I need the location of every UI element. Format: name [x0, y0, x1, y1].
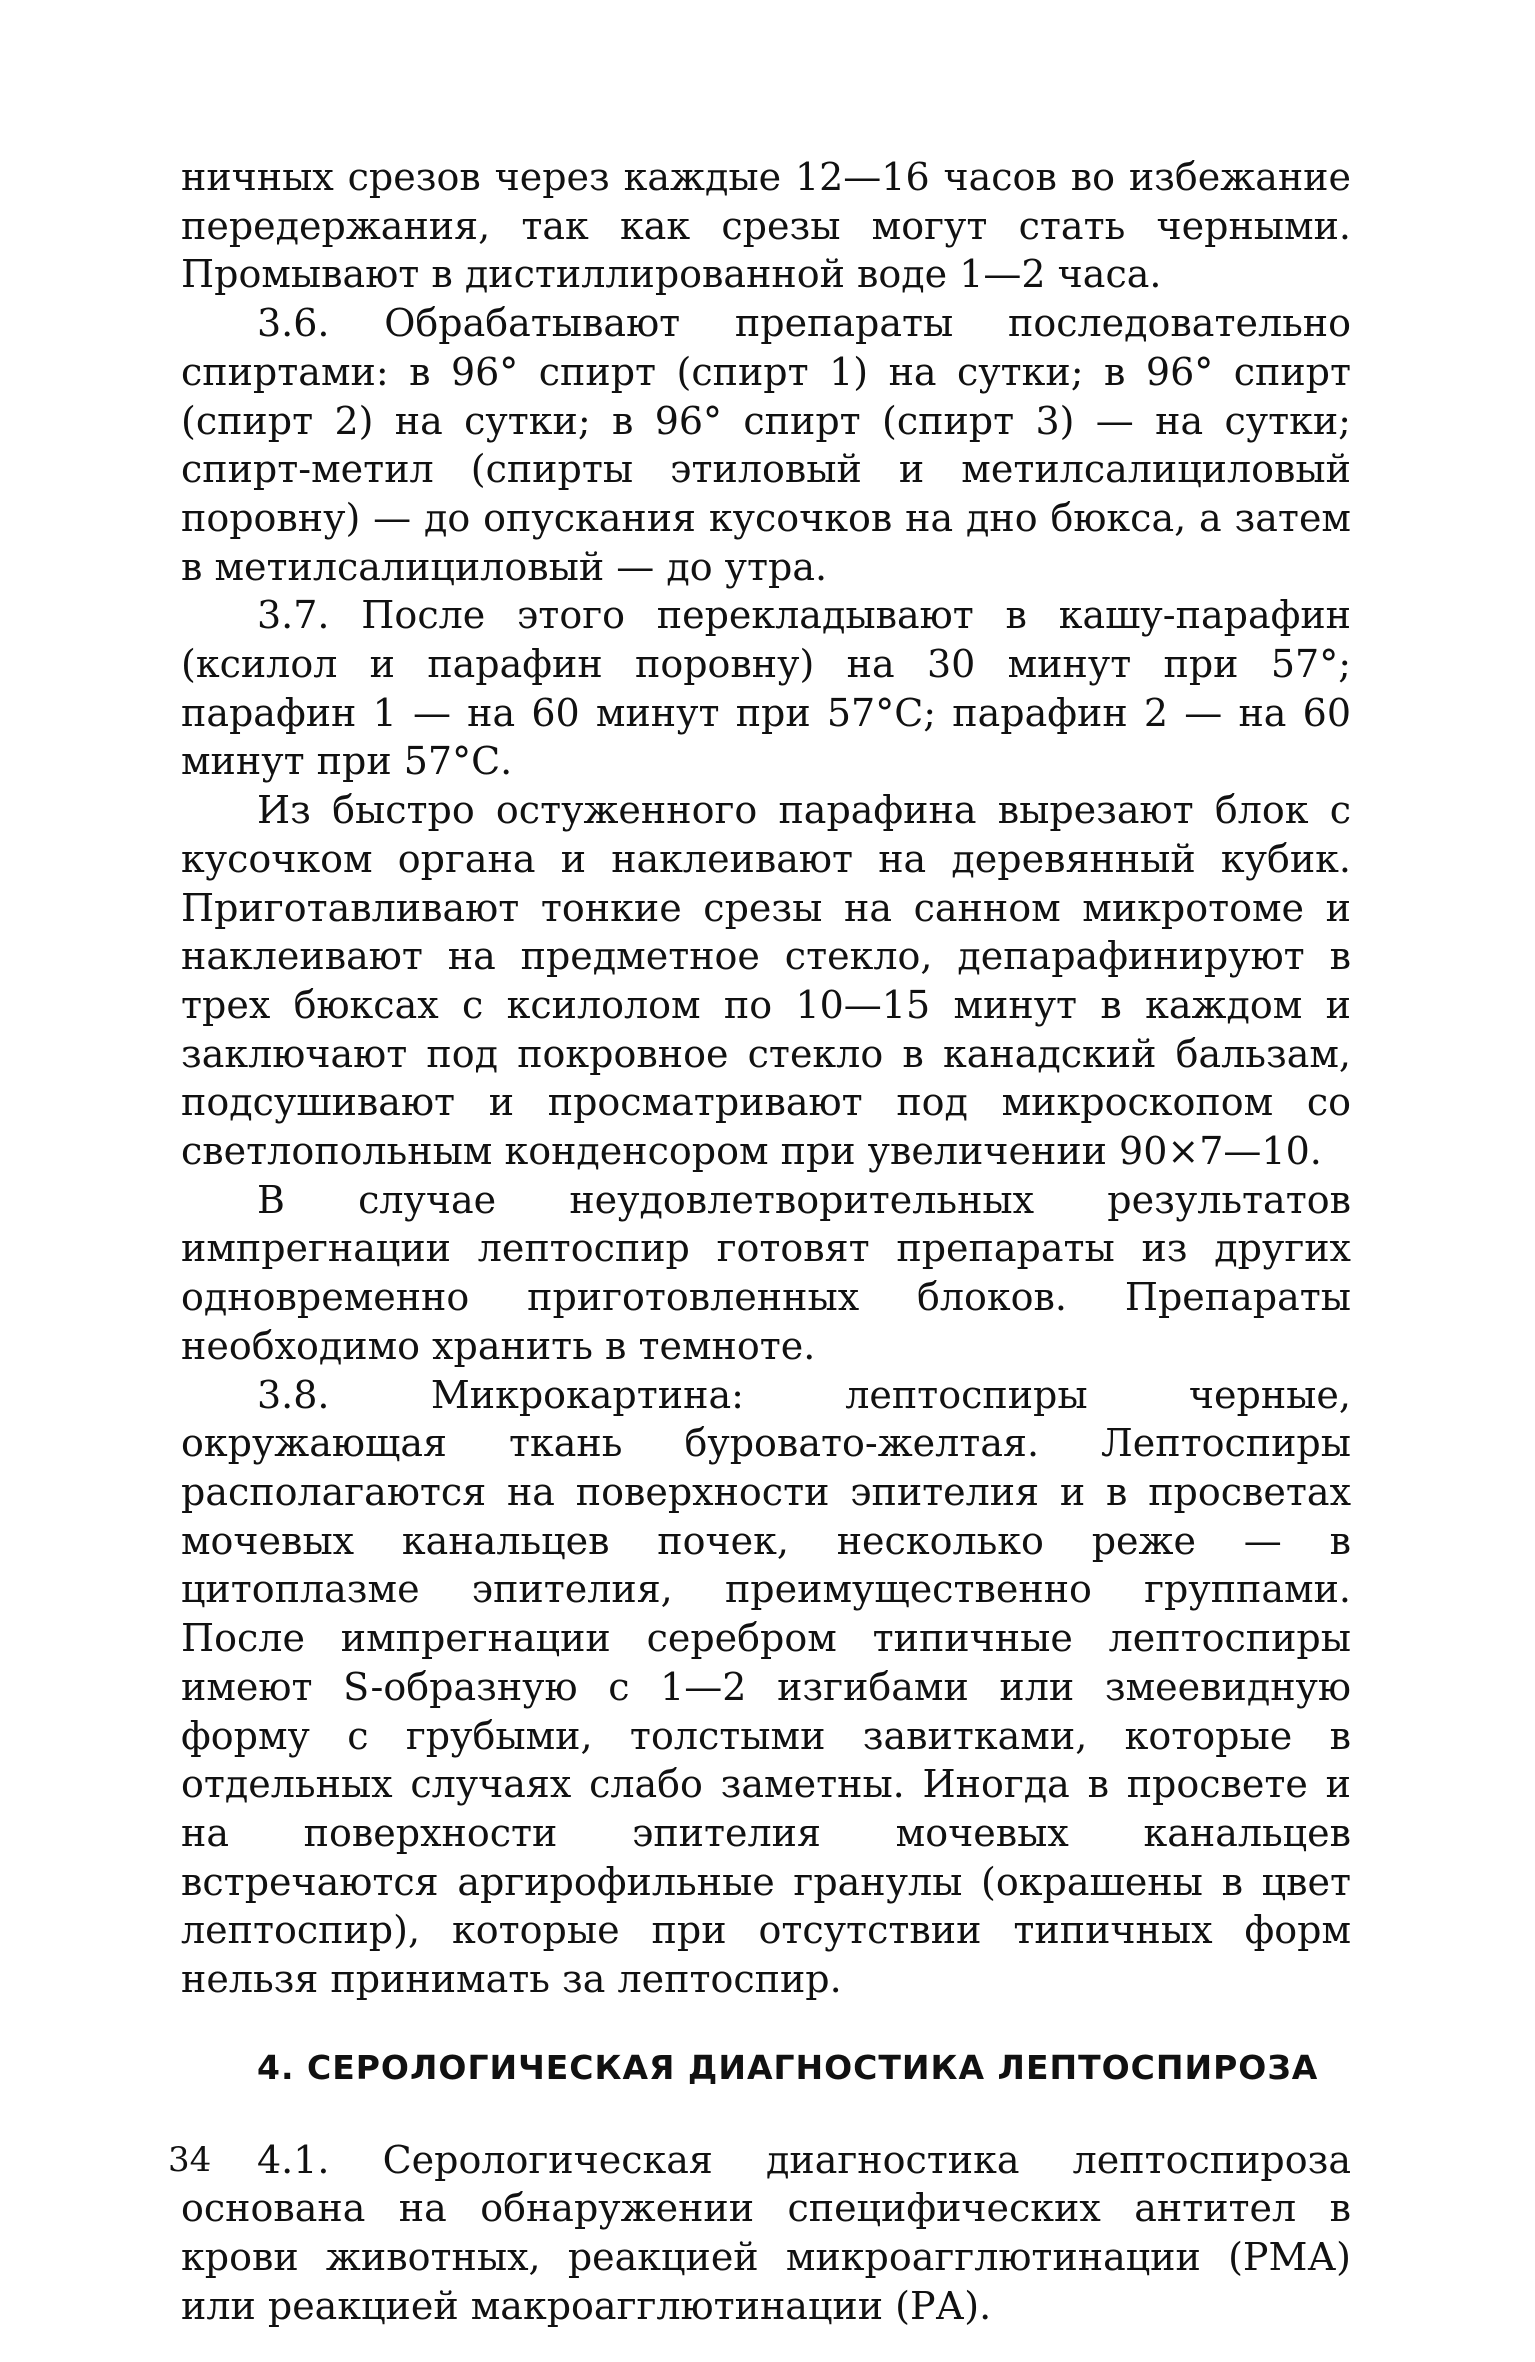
paragraph-3-8: 3.8. Микрокартина: лептоспиры черные, окружающая ткань буровато-желтая. Лептоспиры располагаются на поверхности эпителия и в просветах мочевых канальцев почек, несколько реже — в цитоплазме эпителия, преимущественно группами. После импрегнации серебром типичные лептоспиры имеют S-образную с 1—2 изгибами или змеевидную форму с грубыми, толстыми завитками, которые в отдельных случаях слабо заметны. Иногда в просвете и на поверхности эпителия мочевых канальцев встречаются аргирофильные гранулы (окрашены в цвет лептоспир), которые при отсутствии типичных форм нельзя принимать за лептоспир.: [181, 1372, 1351, 2002]
paragraph-unsatisfactory-results: В случае неудовлетворительных результатов импрегнации лептоспир готовят препараты из других одновременно приготовленных блоков. Препараты необходимо хранить в темноте.: [181, 1177, 1351, 1368]
section-heading: 4. СЕРОЛОГИЧЕСКАЯ ДИАГНОСТИКА ЛЕПТОСПИРОЗА: [257, 2047, 1319, 2087]
page-number: 34: [168, 2140, 212, 2180]
paragraph-continuation: ничных срезов через каждые 12—16 часов во избежание передержания, так как срезы могут стать черными. Промывают в дистиллированной воде 1—2 часа.: [181, 155, 1351, 297]
text-column: [181, 153, 1351, 2331]
paragraph-3-7: 3.7. После этого перекладывают в кашу-парафин (ксилол и парафин поровну) на 30 минут при 57°; парафин 1 — на 60 минут при 57°С; парафин 2 — на 60 минут при 57°С.: [181, 593, 1351, 784]
paragraph-block-preparation: Из быстро остуженного парафина вырезают блок с кусочком органа и наклеивают на деревянный кубик. Приготавливают тонкие срезы на санном микротоме и наклеивают на предметное стекло, депарафинируют в трех бюксах с ксилолом по 10—15 минут в каждом и заключают под покровное стекло в канадский бальзам, подсушивают и просматривают под микроскопом со светлопольным конденсором при увеличении 90×7—10.: [181, 788, 1351, 1174]
paragraph-3-6: 3.6. Обрабатывают препараты последовательно спиртами: в 96° спирт (спирт 1) на сутки; в 96° спирт (спирт 2) на сутки; в 96° спирт (спирт 3) — на сутки; спирт-метил (спирты этиловый и метилсалициловый поровну) — до опускания кусочков на дно бюкса, а затем в метилсалициловый — до утра.: [181, 301, 1351, 589]
paragraph-4-1: 4.1. Серологическая диагностика лептоспироза основана на обнаружении специфических антител в крови животных, реакцией микроагглютинации (РМА) или реакцией макроагглютинации (РА).: [181, 2137, 1351, 2328]
